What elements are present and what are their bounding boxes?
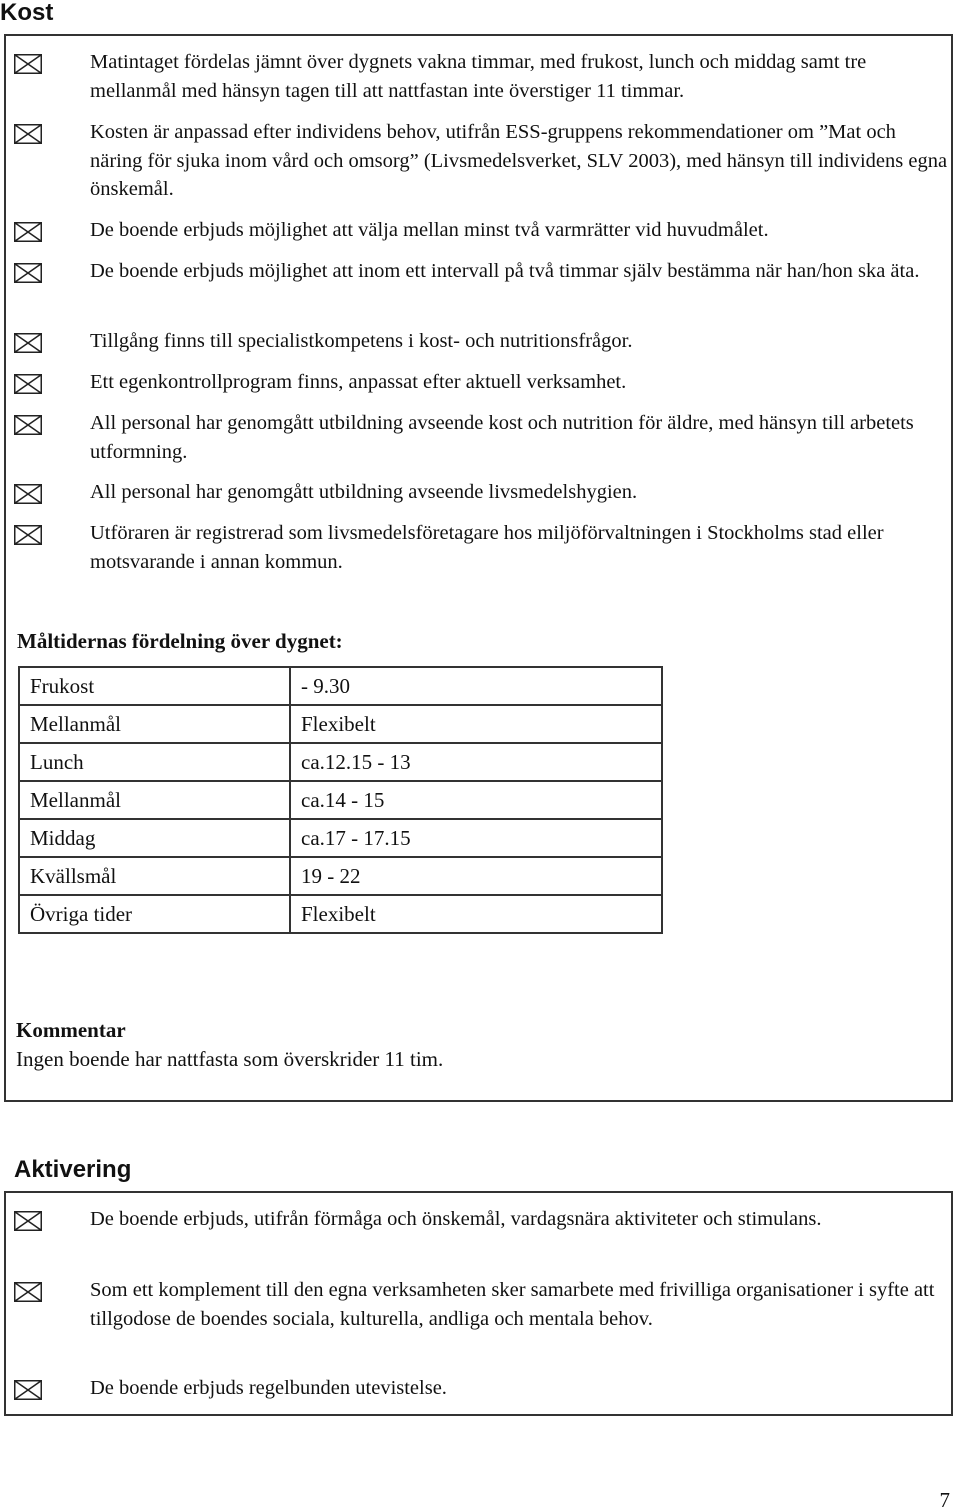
checked-checkbox-icon[interactable]: [14, 124, 42, 144]
comment-label: Kommentar: [16, 1018, 126, 1042]
table-row: [19, 857, 662, 895]
checked-checkbox-icon[interactable]: [14, 263, 42, 283]
checked-checkbox-icon[interactable]: [14, 222, 42, 242]
section-heading-aktivering: Aktivering: [14, 1156, 132, 1183]
checked-checkbox-icon[interactable]: [14, 333, 42, 353]
checked-checkbox-icon[interactable]: [14, 1282, 42, 1302]
meal-name-cell: Frukost: [19, 667, 290, 705]
meal-time-cell: Flexibelt: [290, 705, 662, 743]
table-row: [19, 781, 662, 819]
checklist-item-text: All personal har genomgått utbildning avseende livsmedelshygien.: [90, 481, 638, 503]
meal-name-cell: Mellanmål: [19, 705, 290, 743]
checklist-item-text: De boende erbjuds, utifrån förmåga och önskemål, vardagsnära aktiviteter och stimulans.: [90, 1208, 822, 1230]
checklist-item-text: Utföraren är registrerad som livsmedelsföretagare hos miljöförvaltningen i Stockholms stad eller motsvarande i annan kommun.: [90, 522, 884, 573]
table-row: [19, 743, 662, 781]
meal-time-cell: ca.14 - 15: [290, 781, 662, 819]
checklist-item-text: De boende erbjuds regelbunden utevistelse.: [90, 1377, 447, 1399]
meal-time-cell: ca.12.15 - 13: [290, 743, 662, 781]
meal-times-table: [18, 666, 663, 934]
meal-time-cell: - 9.30: [290, 667, 662, 705]
meal-name-cell: Middag: [19, 819, 290, 857]
meal-name-cell: Mellanmål: [19, 781, 290, 819]
kost-box: [4, 34, 953, 1102]
checklist-item-text: Matintaget fördelas jämnt över dygnets vakna timmar, med frukost, lunch och middag samt tre mellanmål med hänsyn tagen till att nattfastan inte överstiger 11 timmar.: [90, 51, 867, 102]
meal-time-cell: Flexibelt: [290, 895, 662, 933]
checklist-item-text: All personal har genomgått utbildning avseende kost och nutrition för äldre, med hänsyn till arbetets utformning.: [90, 412, 914, 463]
checklist-item-text: De boende erbjuds möjlighet att välja mellan minst två varmrätter vid huvudmålet.: [90, 219, 769, 241]
checklist-item-text: Kosten är anpassad efter individens behov, utifrån ESS-gruppens rekommendationer om ”Mat och näring för sjuka inom vård och omsorg” (Livsmedelsverket, SLV 2003), med hänsyn till individens egna önskemål.: [90, 121, 948, 200]
table-row: [19, 819, 662, 857]
aktivering-box: [4, 1191, 953, 1416]
comment-text: Ingen boende har nattfasta som överskrider 11 tim.: [16, 1047, 444, 1071]
checked-checkbox-icon[interactable]: [14, 374, 42, 394]
checked-checkbox-icon[interactable]: [14, 484, 42, 504]
checked-checkbox-icon[interactable]: [14, 1211, 42, 1231]
section-heading-kost: Kost: [0, 0, 54, 26]
meal-times-heading: Måltidernas fördelning över dygnet:: [17, 629, 343, 653]
table-row: [19, 667, 662, 705]
meal-time-cell: ca.17 - 17.15: [290, 819, 662, 857]
meal-name-cell: Övriga tider: [19, 895, 290, 933]
meal-time-cell: 19 - 22: [290, 857, 662, 895]
checked-checkbox-icon[interactable]: [14, 54, 42, 74]
checked-checkbox-icon[interactable]: [14, 525, 42, 545]
checklist-item-text: Tillgång finns till specialistkompetens i kost- och nutritionsfrågor.: [90, 330, 633, 352]
checked-checkbox-icon[interactable]: [14, 415, 42, 435]
checked-checkbox-icon[interactable]: [14, 1380, 42, 1400]
checklist-item-text: Som ett komplement till den egna verksamheten sker samarbete med frivilliga organisationer i syfte att tillgodose de boendes sociala, kulturella, andliga och mentala behov.: [90, 1279, 935, 1330]
table-row: [19, 705, 662, 743]
meal-name-cell: Lunch: [19, 743, 290, 781]
table-row: [19, 895, 662, 933]
meal-name-cell: Kvällsmål: [19, 857, 290, 895]
page-number: 7: [939, 1488, 950, 1512]
checklist-item-text: De boende erbjuds möjlighet att inom ett intervall på två timmar själv bestämma när han/hon ska äta.: [90, 260, 920, 282]
checklist-item-text: Ett egenkontrollprogram finns, anpassat efter aktuell verksamhet.: [90, 371, 627, 393]
